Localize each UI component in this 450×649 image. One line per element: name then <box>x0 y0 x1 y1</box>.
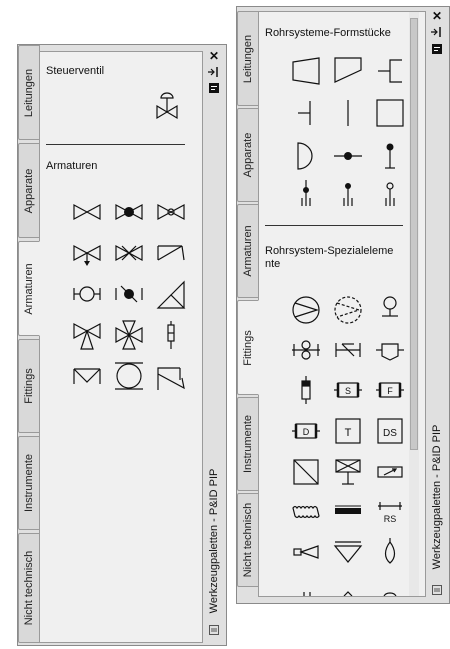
symbol-label: D <box>302 427 310 437</box>
palette-titlebar <box>203 45 225 645</box>
needle-valve-icon[interactable] <box>71 237 103 269</box>
vent-icon[interactable] <box>374 140 406 172</box>
test-connection-icon[interactable] <box>332 178 364 210</box>
tool-palette-right <box>236 6 450 604</box>
tab-fittings[interactable] <box>18 339 40 433</box>
close-icon[interactable]: ✕ <box>208 49 220 63</box>
tab-leitungen[interactable] <box>237 11 259 106</box>
control-valve-icon[interactable] <box>151 92 183 124</box>
resize-grip-icon[interactable] <box>207 625 221 637</box>
palette-content <box>39 51 203 643</box>
y-strainer-icon[interactable] <box>332 456 364 488</box>
gate-valve-icon[interactable] <box>71 196 103 228</box>
silencer-s-icon[interactable] <box>332 374 364 406</box>
symbol-label: S <box>344 386 352 396</box>
partial-item-icon[interactable] <box>332 576 364 597</box>
tab-label: Leitungen <box>23 68 35 117</box>
drip-icon[interactable] <box>374 536 406 568</box>
autohide-icon[interactable] <box>430 27 444 39</box>
symbol-label: RS <box>383 514 397 524</box>
four-way-valve-icon[interactable] <box>113 319 145 351</box>
palette-title: Werkzeugpaletten - P&ID PIP <box>431 424 443 570</box>
reducer-icon[interactable] <box>290 55 322 87</box>
tab-nicht-technisch[interactable] <box>237 493 259 587</box>
tool-palette-left <box>17 44 227 646</box>
pipe-segment-icon[interactable] <box>332 97 364 129</box>
properties-icon[interactable] <box>430 44 444 56</box>
ball-valve-icon[interactable] <box>113 196 145 228</box>
globe-valve-icon[interactable] <box>113 360 145 392</box>
tab-armaturen[interactable] <box>18 241 40 336</box>
flexible-hose-icon[interactable] <box>290 374 322 406</box>
tab-armaturen[interactable] <box>237 204 259 298</box>
heat-tracing-icon[interactable] <box>332 496 364 528</box>
symbol-label: F <box>387 386 393 396</box>
rotary-valve-icon[interactable] <box>113 278 145 310</box>
partial-item-icon[interactable] <box>374 576 406 597</box>
diaphragm-valve-icon[interactable] <box>71 278 103 310</box>
tab-leitungen[interactable] <box>18 45 40 140</box>
drain-icon[interactable] <box>290 178 322 210</box>
relief-valve-icon[interactable] <box>155 360 187 392</box>
spray-nozzle-icon[interactable] <box>290 536 322 568</box>
three-way-valve-icon[interactable] <box>71 319 103 351</box>
tab-nicht-technisch[interactable] <box>18 533 40 643</box>
palette-content <box>258 11 426 597</box>
tab-label: Nicht technisch <box>23 550 35 626</box>
tab-label: Fittings <box>23 368 35 404</box>
funnel-icon[interactable] <box>332 536 364 568</box>
spectacle-blind-icon[interactable] <box>290 334 322 366</box>
symbol-label: DS <box>383 428 397 439</box>
tab-column <box>237 7 259 603</box>
angle-valve-icon[interactable] <box>155 278 187 310</box>
plug-valve-icon[interactable] <box>155 196 187 228</box>
tab-apparate[interactable] <box>18 143 40 238</box>
tab-label: Leitungen <box>242 34 254 83</box>
dished-end-icon[interactable] <box>290 140 322 172</box>
bellows-icon[interactable] <box>290 496 322 528</box>
weld-joint-icon[interactable] <box>332 140 364 172</box>
tab-label: Instrumente <box>242 414 254 474</box>
tab-label: Instrumente <box>23 453 35 513</box>
flame-arrestor-icon[interactable] <box>374 334 406 366</box>
tab-label: Fittings <box>242 329 254 366</box>
palette-titlebar <box>426 7 448 603</box>
butterfly-valve-icon[interactable] <box>113 237 145 269</box>
sight-glass-icon[interactable] <box>290 294 322 326</box>
scrollbar[interactable] <box>409 12 419 596</box>
section-title-spezialelemente: Rohrsystem-Spezialeleme nte <box>265 245 394 270</box>
flange-connector-icon[interactable] <box>374 55 406 87</box>
open-vent-icon[interactable] <box>374 178 406 210</box>
filter-f-icon[interactable] <box>374 374 406 406</box>
strainer-icon[interactable] <box>332 334 364 366</box>
tab-apparate[interactable] <box>237 108 259 202</box>
eccentric-reducer-icon[interactable] <box>332 55 364 87</box>
tab-column <box>18 45 40 645</box>
mixer-icon[interactable] <box>290 456 322 488</box>
tab-label: Nicht technisch <box>242 502 254 578</box>
trap-t-icon[interactable] <box>332 415 364 447</box>
section-title-armaturen: Armaturen <box>46 160 98 172</box>
scrollbar-thumb[interactable] <box>410 18 418 450</box>
check-valve-icon[interactable] <box>155 237 187 269</box>
pinch-valve-icon[interactable] <box>71 360 103 392</box>
properties-icon[interactable] <box>207 83 221 95</box>
tab-label: Armaturen <box>242 225 254 277</box>
tab-instrumente[interactable] <box>18 436 40 530</box>
tab-fittings[interactable] <box>237 300 259 395</box>
tab-label: Apparate <box>242 132 254 178</box>
partial-item-icon[interactable] <box>290 576 322 597</box>
blind-plate-icon[interactable] <box>374 97 406 129</box>
desuperheater-d-icon[interactable] <box>290 415 322 447</box>
ds-box-icon[interactable] <box>374 415 406 447</box>
hose-connection-icon[interactable] <box>374 294 406 326</box>
tab-label: Apparate <box>23 168 35 213</box>
pipe-cap-icon[interactable] <box>290 97 322 129</box>
palette-title: Werkzeugpaletten - P&ID PIP <box>208 468 220 614</box>
sampling-valve-icon[interactable] <box>155 319 187 351</box>
restriction-orifice-icon[interactable] <box>374 496 406 528</box>
section-title-steuerventil: Steuerventil <box>46 65 105 77</box>
tab-label: Armaturen <box>23 262 35 315</box>
autohide-icon[interactable] <box>207 67 221 79</box>
section-title-formstuecke: Rohrsysteme-Formstücke <box>265 27 391 39</box>
section-separator <box>46 144 185 145</box>
tab-instrumente[interactable] <box>237 397 259 491</box>
expansion-joint-icon[interactable] <box>374 456 406 488</box>
resize-grip-icon[interactable] <box>430 585 444 597</box>
steam-trap-icon[interactable] <box>332 294 364 326</box>
close-icon[interactable]: ✕ <box>431 9 443 23</box>
section-separator <box>265 225 403 226</box>
symbol-label: T <box>344 427 352 439</box>
